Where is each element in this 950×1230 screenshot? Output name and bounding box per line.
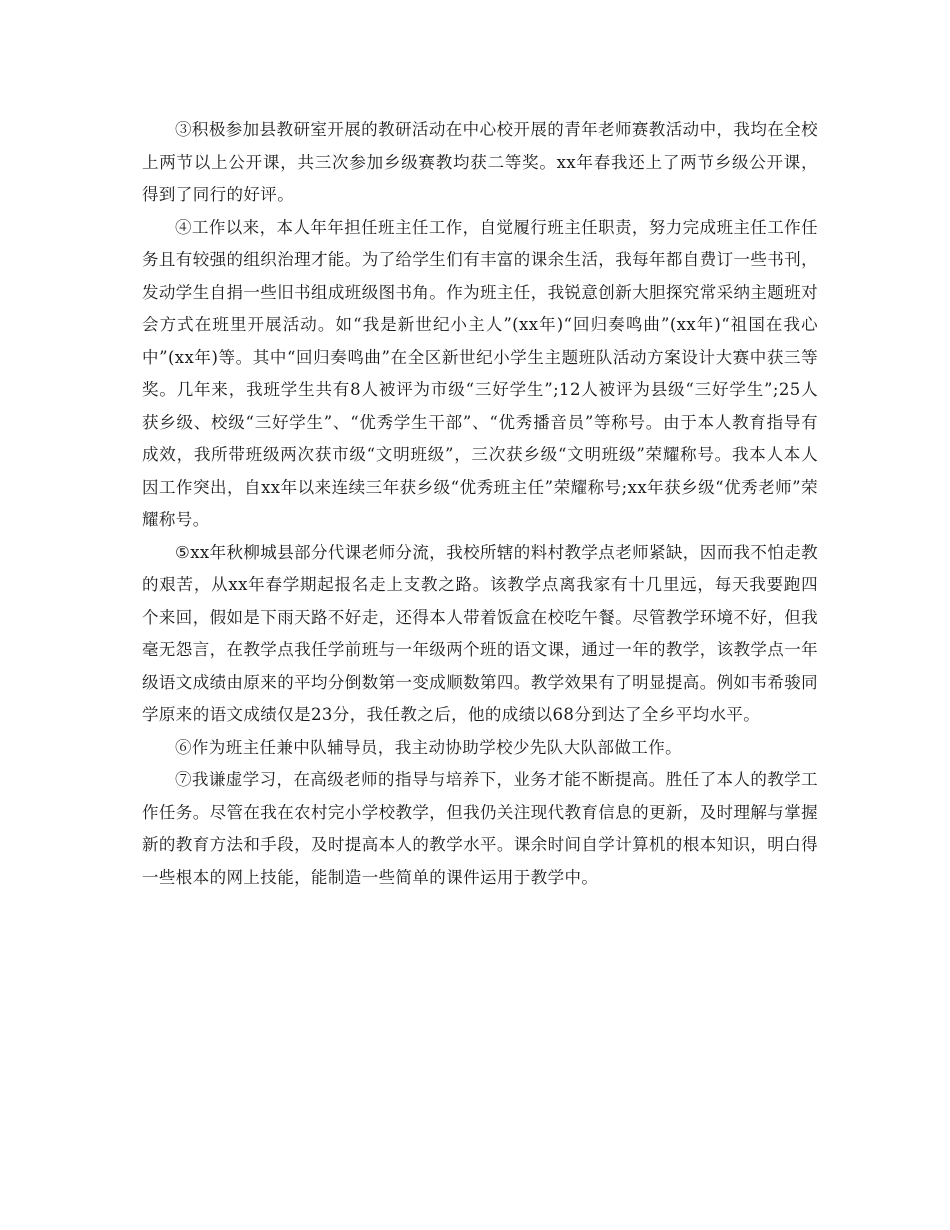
paragraph-5-support-teaching: ⑤xx年秋柳城县部分代课老师分流，我校所辖的料村教学点老师紧缺，因而我不怕走教的艰苦，从xx年春学期起报名走上支教之路。该教学点离我家有十几里远，每天我要跑四个来回，假如是下雨天路不好走，还得本人带着饭盒在校吃午餐。尽管教学环境不好，但我毫无怨言，在教学点我任学前班与一年级两个班的语文课，通过一年的教学，该教学点一年级语文成绩由原来的平均分倒数第一变成顺数第四。教学效果有了明显提高。例如韦希骏同学原来的语文成绩仅是23分，我任教之后，他的成绩以68分到达了全乡平均水平。	[142, 542, 819, 724]
document-body	[142, 114, 818, 894]
paragraph-3-teaching-activities: ③积极参加县教研室开展的教研活动在中心校开展的青年老师赛教活动中，我均在全校上两节以上公开课，共三次参加乡级赛教均获二等奖。xx年春我还上了两节乡级公开课，得到了同行的好评。	[142, 120, 818, 204]
paragraph-4-class-teacher-work: ④工作以来，本人年年担任班主任工作，自觉履行班主任职责，努力完成班主任工作任务且有较强的组织治理才能。为了给学生们有丰富的课余生活，我每年都自费订一些书刊，发动学生自捐一些旧书组成班级图书角。作为班主任，我锐意创新大胆探究常采纳主题班对会方式在班里开展活动。如“我是新世纪小主人”(xx年)“回归奏鸣曲”(xx年)“祖国在我心中”(xx年)等。其中“回归奏鸣曲”在全区新世纪小学生主题班队活动方案设计大赛中获三等奖。几年来，我班学生共有8人被评为市级“三好学生”;12人被评为县级“三好学生”;25人获乡级、校级“三好学生”、“优秀学生干部”、“优秀播音员”等称号。由于本人教育指导有成效，我所带班级两次获市级“文明班级”，三次获乡级“文明班级”荣耀称号。我本人本人因工作突出，自xx年以来连续三年获乡级“优秀班主任”荣耀称号;xx年获乡级“优秀老师”荣耀称号。	[142, 217, 818, 529]
paragraph-6-young-pioneers: ⑥作为班主任兼中队辅导员，我主动协助学校少先队大队部做工作。	[175, 737, 682, 757]
paragraph-7-self-improvement: ⑦我谦虚学习，在高级老师的指导与培养下，业务才能不断提高。胜任了本人的教学工作任务。尽管在我在农村完小学校教学，但我仍关注现代教育信息的更新，及时理解与掌握新的教育方法和手段，及时提高本人的教学水平。课余时间自学计算机的根本知识，明白得一些根本的网上技能，能制造一些简单的课件运用于教学中。	[142, 770, 818, 887]
